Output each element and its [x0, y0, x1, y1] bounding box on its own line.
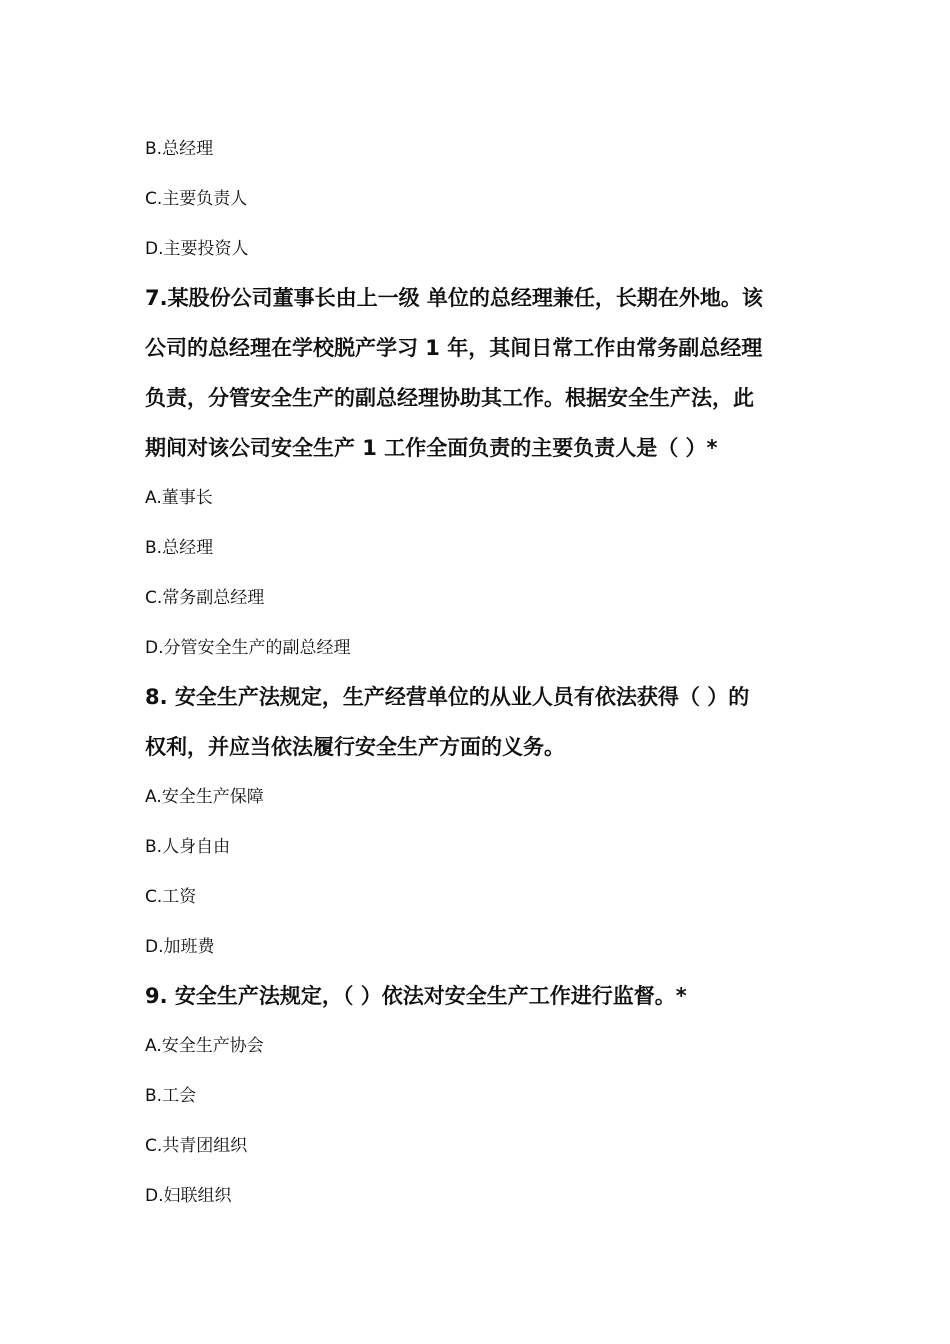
q8-option-d: D.加班费	[145, 937, 215, 957]
q9-option-a: A.安全生产协会	[145, 1036, 264, 1056]
q7-option-d: D.分管安全生产的副总经理	[145, 638, 351, 658]
option-d: D.主要投资人	[145, 239, 249, 259]
question-7-line-3: 负责，分管安全生产的副总经理协助其工作。根据安全生产法，此	[145, 386, 754, 410]
q8-option-b: B.人身自由	[145, 837, 231, 857]
question-7-line-4: 期间对该公司安全生产 1 工作全面负责的主要负责人是（ ）*	[145, 436, 718, 460]
question-8-line-1: 8. 安全生产法规定，生产经营单位的从业人员有依法获得（ ）的	[145, 685, 750, 709]
q9-option-d: D.妇联组织	[145, 1186, 232, 1206]
q8-option-c: C.工资	[145, 887, 197, 907]
q7-option-c: C.常务副总经理	[145, 588, 265, 608]
q7-option-b: B.总经理	[145, 538, 214, 558]
option-b: B.总经理	[145, 139, 214, 159]
question-7-line-1: 7.某股份公司董事长由上一级 单位的总经理兼任，长期在外地。该	[145, 286, 763, 310]
q9-option-b: B.工会	[145, 1086, 197, 1106]
q8-option-a: A.安全生产保障	[145, 787, 264, 807]
question-9-line-1: 9. 安全生产法规定，（ ）依法对安全生产工作进行监督。*	[145, 984, 687, 1008]
q7-option-a: A.董事长	[145, 488, 213, 508]
q9-option-c: C.共青团组织	[145, 1136, 248, 1156]
question-8-line-2: 权利，并应当依法履行安全生产方面的义务。	[145, 735, 565, 759]
option-c: C.主要负责人	[145, 189, 248, 209]
question-7-line-2: 公司的总经理在学校脱产学习 1 年，其间日常工作由常务副总经理	[145, 336, 763, 360]
